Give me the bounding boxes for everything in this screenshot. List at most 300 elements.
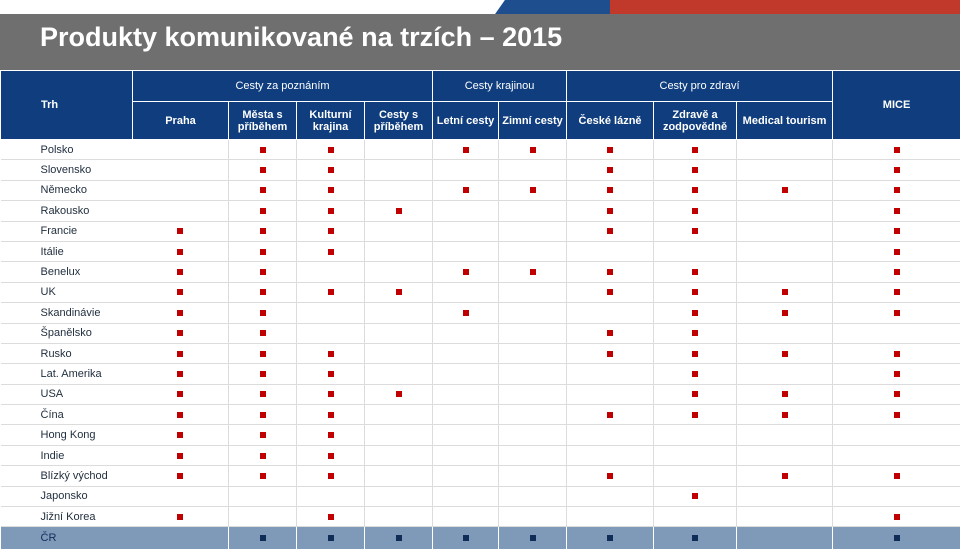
table-cell [229,486,297,506]
table-cell [297,527,365,550]
table-cell [567,303,654,323]
marker-icon [328,432,334,438]
marker-icon [177,371,183,377]
table-cell [737,262,833,282]
table-cell [433,323,499,343]
marker-icon [260,269,266,275]
table-cell [654,282,737,302]
marker-icon [894,289,900,295]
table-cell [833,364,960,384]
table-cell [499,343,567,363]
page-title: Produkty komunikované na trzích – 2015 [40,22,562,53]
marker-icon [177,473,183,479]
marker-icon [328,371,334,377]
table-cell [654,507,737,527]
table-cell [229,140,297,160]
country-label: Indie [1,445,133,465]
header-column: Cesty s příběhem [365,102,433,140]
marker-icon [328,514,334,520]
table-cell [133,303,229,323]
table-cell [833,221,960,241]
table-row [1,262,960,282]
marker-icon [894,535,900,541]
table-row [1,323,960,343]
marker-icon [260,453,266,459]
table-cell [833,466,960,486]
table-cell [654,180,737,200]
table-row [1,445,960,465]
country-label: Rakousko [1,201,133,221]
table-cell [567,160,654,180]
country-label: Čína [1,405,133,425]
table-cell [499,527,567,550]
marker-icon [328,412,334,418]
marker-icon [782,187,788,193]
marker-icon [894,147,900,153]
table-cell [297,364,365,384]
marker-icon [894,269,900,275]
table-row [1,486,960,506]
marker-icon [607,269,613,275]
marker-icon [463,187,469,193]
table-cell [133,364,229,384]
table-cell [365,527,433,550]
table-cell [737,445,833,465]
table-cell [737,343,833,363]
marker-icon [894,371,900,377]
table-cell [654,323,737,343]
table-cell [133,180,229,200]
marker-icon [328,249,334,255]
table-cell [737,527,833,550]
table-row [1,466,960,486]
marker-icon [260,187,266,193]
table-cell [737,180,833,200]
table-cell [654,343,737,363]
table-cell [229,343,297,363]
table-cell [833,425,960,445]
table-cell [567,507,654,527]
marker-icon [328,147,334,153]
table-cell [365,364,433,384]
marker-icon [894,351,900,357]
table-cell [229,303,297,323]
table-cell [433,507,499,527]
table-cell [833,527,960,550]
products-table [0,70,960,550]
table-cell [737,486,833,506]
table-cell [654,262,737,282]
table-row [1,180,960,200]
table-cell [737,303,833,323]
marker-icon [177,412,183,418]
marker-icon [894,187,900,193]
country-label: Japonsko [1,486,133,506]
table-cell [433,303,499,323]
table-cell [833,405,960,425]
country-label: UK [1,282,133,302]
marker-icon [328,453,334,459]
marker-icon [328,167,334,173]
table-cell [229,445,297,465]
table-cell [297,405,365,425]
table-cell [433,527,499,550]
marker-icon [177,514,183,520]
marker-icon [177,391,183,397]
marker-icon [463,147,469,153]
table-cell [499,486,567,506]
marker-icon [177,453,183,459]
marker-icon [177,249,183,255]
marker-icon [607,167,613,173]
marker-icon [260,167,266,173]
table-cell [833,343,960,363]
table-cell [297,221,365,241]
marker-icon [894,310,900,316]
table-cell [229,405,297,425]
table-cell [833,384,960,404]
marker-icon [607,535,613,541]
table-cell [229,527,297,550]
table-cell [833,486,960,506]
table-cell [365,486,433,506]
table-row [1,241,960,261]
table-cell [499,323,567,343]
marker-icon [692,289,698,295]
table-cell [499,405,567,425]
table-cell [365,160,433,180]
table-cell [567,527,654,550]
marker-icon [692,493,698,499]
table-cell [297,140,365,160]
table-cell [499,241,567,261]
marker-icon [260,535,266,541]
table-cell [737,140,833,160]
table-cell [499,425,567,445]
table-cell [499,384,567,404]
marker-icon [260,249,266,255]
marker-icon [782,473,788,479]
header-group-poznani: Cesty za poznáním [133,71,433,102]
table-cell [297,343,365,363]
marker-icon [260,208,266,214]
table-row [1,405,960,425]
marker-icon [782,391,788,397]
table-cell [737,201,833,221]
table-cell [133,405,229,425]
table-cell [365,201,433,221]
marker-icon [177,269,183,275]
table-cell [229,425,297,445]
table-cell [433,282,499,302]
table-cell [297,282,365,302]
marker-icon [260,432,266,438]
marker-icon [782,412,788,418]
table-cell [229,262,297,282]
marker-icon [692,310,698,316]
marker-icon [177,330,183,336]
table-cell [567,221,654,241]
table-cell [365,241,433,261]
table-cell [433,445,499,465]
table-cell [433,466,499,486]
table-cell [297,323,365,343]
table-cell [297,445,365,465]
table-cell [567,466,654,486]
table-cell [229,241,297,261]
table-cell [499,303,567,323]
country-label: Polsko [1,140,133,160]
table-cell [133,282,229,302]
marker-icon [692,147,698,153]
table-cell [365,343,433,363]
table-cell [499,282,567,302]
marker-icon [607,412,613,418]
header-group-krajinou: Cesty krajinou [433,71,567,102]
table-cell [833,241,960,261]
marker-icon [328,228,334,234]
header-column: Města s příběhem [229,102,297,140]
table-cell [499,221,567,241]
table-row [1,364,960,384]
country-label: Jižní Korea [1,507,133,527]
country-label: Itálie [1,241,133,261]
marker-icon [894,412,900,418]
header-trh: Trh [1,71,133,140]
table-cell [297,201,365,221]
table-cell [365,180,433,200]
table-cell [737,282,833,302]
country-label: Hong Kong [1,425,133,445]
table-cell [654,364,737,384]
marker-icon [260,371,266,377]
marker-icon [396,535,402,541]
table-cell [365,445,433,465]
table-cell [229,323,297,343]
marker-icon [692,187,698,193]
table-cell [133,241,229,261]
table-cell [737,466,833,486]
table-row [1,507,960,527]
marker-icon [396,289,402,295]
marker-icon [894,167,900,173]
table-cell [567,343,654,363]
table-cell [567,201,654,221]
table-cell [133,527,229,550]
table-cell [654,486,737,506]
table-cell [133,160,229,180]
marker-icon [607,330,613,336]
table-row [1,221,960,241]
table-cell [133,201,229,221]
marker-icon [328,535,334,541]
table-cell [133,323,229,343]
table-cell [365,323,433,343]
header-column: Zdravě a zodpovědně [654,102,737,140]
table-cell [365,466,433,486]
marker-icon [260,310,266,316]
table-cell [833,303,960,323]
marker-icon [177,351,183,357]
marker-icon [260,473,266,479]
marker-icon [692,208,698,214]
table-cell [433,201,499,221]
table-cell [737,323,833,343]
marker-icon [894,391,900,397]
country-label: Francie [1,221,133,241]
marker-icon [692,269,698,275]
table-cell [654,425,737,445]
table-cell [737,425,833,445]
table-cell [833,262,960,282]
table-cell [365,507,433,527]
marker-icon [328,391,334,397]
table-cell [833,160,960,180]
table-cell [499,507,567,527]
marker-icon [607,351,613,357]
marker-icon [607,208,613,214]
table-cell [133,221,229,241]
marker-icon [177,310,183,316]
marker-icon [692,228,698,234]
table-cell [567,323,654,343]
footer-row [1,527,960,550]
table-cell [433,221,499,241]
table-row [1,343,960,363]
table-cell [499,180,567,200]
flag-red-band [610,0,960,14]
marker-icon [607,473,613,479]
table-cell [567,445,654,465]
country-label: ČR [1,527,133,550]
header-column: Praha [133,102,229,140]
marker-icon [692,330,698,336]
marker-icon [692,167,698,173]
table-cell [229,201,297,221]
marker-icon [328,351,334,357]
table-cell [654,527,737,550]
marker-icon [894,228,900,234]
table-cell [499,160,567,180]
table-cell [567,384,654,404]
table-cell [433,180,499,200]
table-cell [654,201,737,221]
table-cell [365,140,433,160]
marker-icon [692,412,698,418]
table-cell [654,221,737,241]
marker-icon [692,535,698,541]
table-cell [567,140,654,160]
table-cell [229,507,297,527]
marker-icon [260,391,266,397]
table-cell [737,221,833,241]
table-cell [833,507,960,527]
table-row [1,282,960,302]
table-cell [433,343,499,363]
table-cell [654,445,737,465]
table-cell [297,384,365,404]
country-label: Španělsko [1,323,133,343]
table-cell [133,486,229,506]
table-cell [297,160,365,180]
table-cell [654,160,737,180]
table-cell [433,241,499,261]
country-label: Blízký východ [1,466,133,486]
marker-icon [607,289,613,295]
table-cell [654,241,737,261]
marker-icon [260,228,266,234]
table-cell [499,201,567,221]
table-cell [654,140,737,160]
header-column: Kulturní krajina [297,102,365,140]
country-label: Rusko [1,343,133,363]
table-cell [229,180,297,200]
marker-icon [782,310,788,316]
marker-icon [607,228,613,234]
country-label: Skandinávie [1,303,133,323]
table-cell [833,180,960,200]
table-cell [365,303,433,323]
table-cell [567,364,654,384]
table-cell [297,180,365,200]
table-cell [567,405,654,425]
marker-icon [894,208,900,214]
header-column: České lázně [567,102,654,140]
table-cell [737,364,833,384]
marker-icon [260,330,266,336]
marker-icon [692,391,698,397]
flag-strip [0,0,960,14]
table-row [1,384,960,404]
table-cell [833,445,960,465]
table-cell [567,262,654,282]
marker-icon [177,432,183,438]
table-cell [297,425,365,445]
header-column: Zimní cesty [499,102,567,140]
table-cell [433,384,499,404]
marker-icon [328,187,334,193]
table-cell [654,405,737,425]
marker-icon [260,289,266,295]
table-cell [499,140,567,160]
table-cell [365,262,433,282]
table-cell [499,445,567,465]
marker-icon [782,351,788,357]
table-cell [229,160,297,180]
table-cell [737,384,833,404]
table-cell [737,507,833,527]
table-cell [737,241,833,261]
country-label: USA [1,384,133,404]
table-cell [297,507,365,527]
table-cell [567,180,654,200]
marker-icon [328,289,334,295]
table-cell [654,466,737,486]
marker-icon [692,371,698,377]
marker-icon [463,535,469,541]
table-cell [297,486,365,506]
marker-icon [607,147,613,153]
table-cell [365,384,433,404]
table-cell [229,466,297,486]
table-cell [297,466,365,486]
table-cell [499,364,567,384]
table-cell [567,486,654,506]
marker-icon [177,289,183,295]
table-cell [133,507,229,527]
table-cell [365,282,433,302]
table-cell [365,405,433,425]
